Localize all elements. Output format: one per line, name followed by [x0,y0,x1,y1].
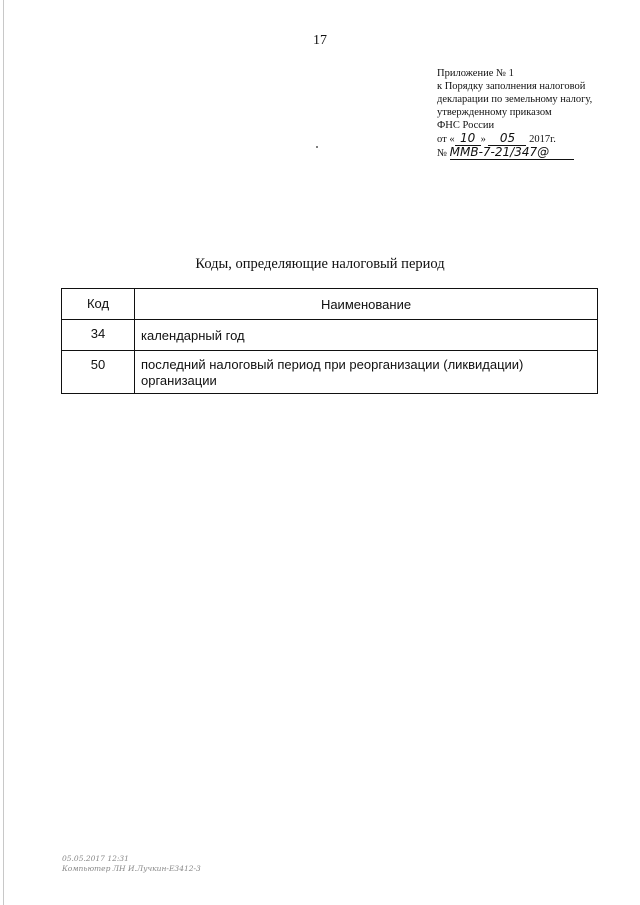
date-day: 10 [455,132,481,146]
order-number [437,146,592,160]
date-year: 2017г. [529,134,556,145]
appendix-line-3: декларации по земельному налогу, [437,94,593,105]
row-name: календарный год [135,320,598,351]
scan-edge-line [3,0,4,905]
number-prefix: № [437,148,448,159]
print-footer [62,854,201,874]
date-month: 05 [488,132,526,146]
footer-timestamp: 05.05.2017 12:31 [62,854,129,863]
footer-computer: Компьютер ЛН И.Лучкин-E3412-3 [62,864,201,873]
row-name: последний налоговый период при реорганизации (ликвидации) организации [135,351,598,394]
appendix-line-2: к Порядку заполнения налоговой [437,81,586,92]
date-prefix: от « [437,134,455,145]
appendix-line-4: утвержденному приказом [437,107,552,118]
appendix-line-1: Приложение № 1 [437,68,514,79]
order-date [437,132,592,146]
row-code: 50 [62,351,135,394]
table-row [62,320,598,351]
appendix-block [437,67,592,160]
codes-table [61,288,598,394]
scan-speck [316,146,318,148]
header-name: Наименование [135,289,598,320]
header-code: Код [62,289,135,320]
document-title: Коды, определяющие налоговый период [195,256,445,272]
table-row [62,351,598,394]
table-header-row [62,289,598,320]
number-value: ММВ-7-21/347@ [450,146,574,160]
date-separator: » [480,134,486,145]
row-code: 34 [62,320,135,351]
appendix-line-5: ФНС России [437,120,495,131]
page-number: 17 [313,33,327,48]
